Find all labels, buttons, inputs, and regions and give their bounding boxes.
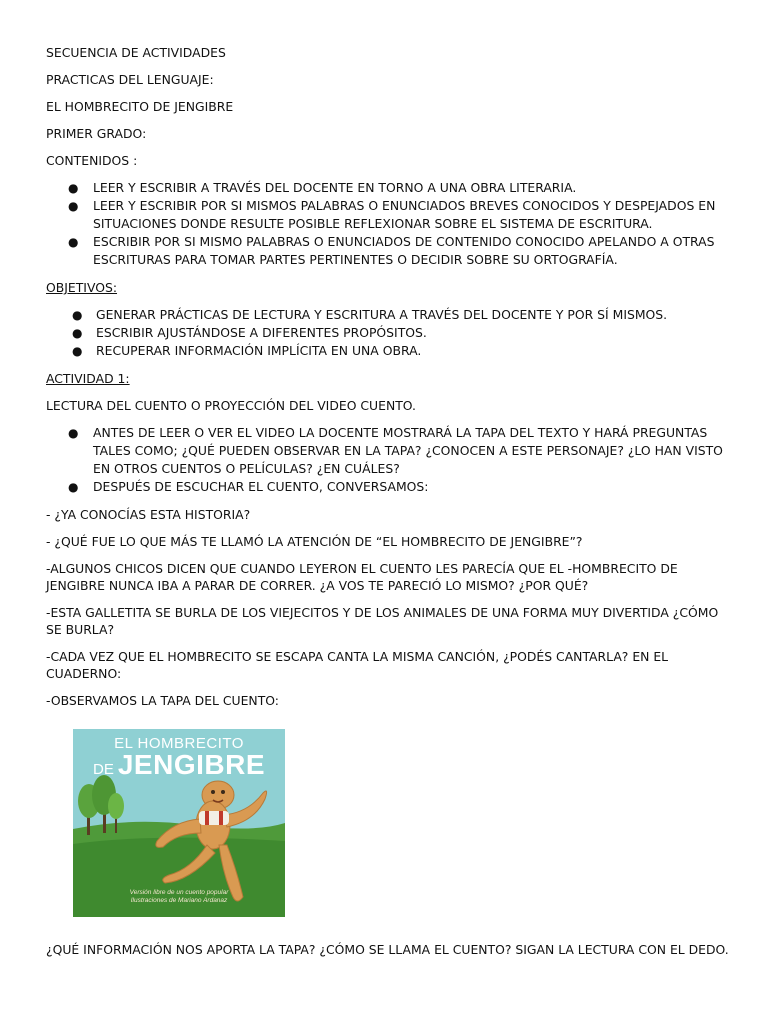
subject: PRACTICAS DEL LENGUAJE: <box>46 72 214 87</box>
story-title: EL HOMBRECITO DE JENGIBRE <box>46 99 234 114</box>
bullet-icon: ● <box>68 480 79 494</box>
bullet-icon: ● <box>68 181 79 195</box>
document-page <box>46 44 726 917</box>
list-item: ● DESPUÉS DE ESCUCHAR EL CUENTO, CONVERSAMOS: <box>68 479 429 494</box>
question: -ESTA GALLETITA SE BURLA DE LOS VIEJECITOS Y DE LOS ANIMALES DE UNA FORMA MUY DIVERTIDA ¿CÓMO SE BURLA? <box>46 605 719 637</box>
actividad-heading: ACTIVIDAD 1: <box>46 371 130 386</box>
actividad-intro: LECTURA DEL CUENTO O PROYECCIÓN DEL VIDEO CUENTO. <box>46 398 416 413</box>
question: - ¿YA CONOCÍAS ESTA HISTORIA? <box>46 507 251 522</box>
objetivos-list <box>46 306 726 360</box>
doc-title: SECUENCIA DE ACTIVIDADES <box>46 45 226 60</box>
question: -ALGUNOS CHICOS DICEN QUE CUANDO LEYERON EL CUENTO LES PARECÍA QUE EL -HOMBRECITO DE JENGIBRE NUNCA IBA A PARAR DE CORRER. ¿A VOS TE PARECIÓ LO MISMO? ¿POR QUÉ? <box>46 561 678 593</box>
list-item: ● ESCRIBIR AJUSTÁNDOSE A DIFERENTES PROPÓSITOS. <box>72 325 427 340</box>
list-item: ● LEER Y ESCRIBIR POR SI MISMOS PALABRAS O ENUNCIADOS BREVES CONOCIDOS Y DESPEJADOS EN SITUACIONES DONDE RESULTE POSIBLE REFLEXIONAR SOBRE EL SISTEMA DE ESCRITURA. <box>68 198 716 231</box>
cover-title-jengibre: JENGIBRE <box>117 749 265 780</box>
list-item: ● RECUPERAR INFORMACIÓN IMPLÍCITA EN UNA OBRA. <box>72 343 422 358</box>
bullet-icon: ● <box>68 426 79 440</box>
question: - ¿QUÉ FUE LO QUE MÁS TE LLAMÓ LA ATENCIÓN DE “EL HOMBRECITO DE JENGIBRE”? <box>46 534 583 549</box>
bullet-icon: ● <box>68 235 79 249</box>
cover-credits <box>73 889 285 905</box>
cover-title-line1: EL HOMBRECITO <box>114 735 244 752</box>
bullet-icon: ● <box>72 344 83 358</box>
book-cover-image <box>73 729 285 917</box>
cover-title-de: DE <box>93 761 114 778</box>
contenidos-list <box>46 179 726 269</box>
cover-title-line2 <box>73 749 285 781</box>
list-item: ● LEER Y ESCRIBIR A TRAVÉS DEL DOCENTE EN TORNO A UNA OBRA LITERARIA. <box>68 180 577 195</box>
contenidos-heading: CONTENIDOS : <box>46 153 138 168</box>
actividad-list <box>46 424 726 496</box>
objetivos-heading: OBJETIVOS: <box>46 280 118 295</box>
cover-credit-illustrator: Ilustraciones de Mariano Ardanaz <box>130 897 228 904</box>
final-question: ¿QUÉ INFORMACIÓN NOS APORTA LA TAPA? ¿CÓMO SE LLAMA EL CUENTO? SIGAN LA LECTURA CON EL DEDO. <box>46 942 729 957</box>
list-item: ● GENERAR PRÁCTICAS DE LECTURA Y ESCRITURA A TRAVÉS DEL DOCENTE Y POR SÍ MISMOS. <box>72 307 668 322</box>
bullet-icon: ● <box>72 308 83 322</box>
grade: PRIMER GRADO: <box>46 126 147 141</box>
question: -OBSERVAMOS LA TAPA DEL CUENTO: <box>46 693 279 708</box>
bullet-icon: ● <box>72 326 83 340</box>
list-item: ● ANTES DE LEER O VER EL VIDEO LA DOCENTE MOSTRARÁ LA TAPA DEL TEXTO Y HARÁ PREGUNTAS TALES COMO; ¿QUÉ PUEDEN OBSERVAR EN LA TAPA? ¿CONOCEN A ESTE PERSONAJE? ¿LO HAN VISTO EN OTROS CUENTOS O PELÍCULAS? ¿EN CUÁLES? <box>68 425 723 476</box>
list-item: ● ESCRIBIR POR SI MISMO PALABRAS O ENUNCIADOS DE CONTENIDO CONOCIDO APELANDO A OTRAS ESCRITURAS PARA TOMAR PARTES PERTINENTES O DECIDIR SOBRE SU ORTOGRAFÍA. <box>68 234 715 267</box>
cover-credit-version: Versión libre de un cuento popular <box>129 889 229 896</box>
bullet-icon: ● <box>68 199 79 213</box>
question: -CADA VEZ QUE EL HOMBRECITO SE ESCAPA CANTA LA MISMA CANCIÓN, ¿PODÉS CANTARLA? EN EL CUADERNO: <box>46 649 669 681</box>
